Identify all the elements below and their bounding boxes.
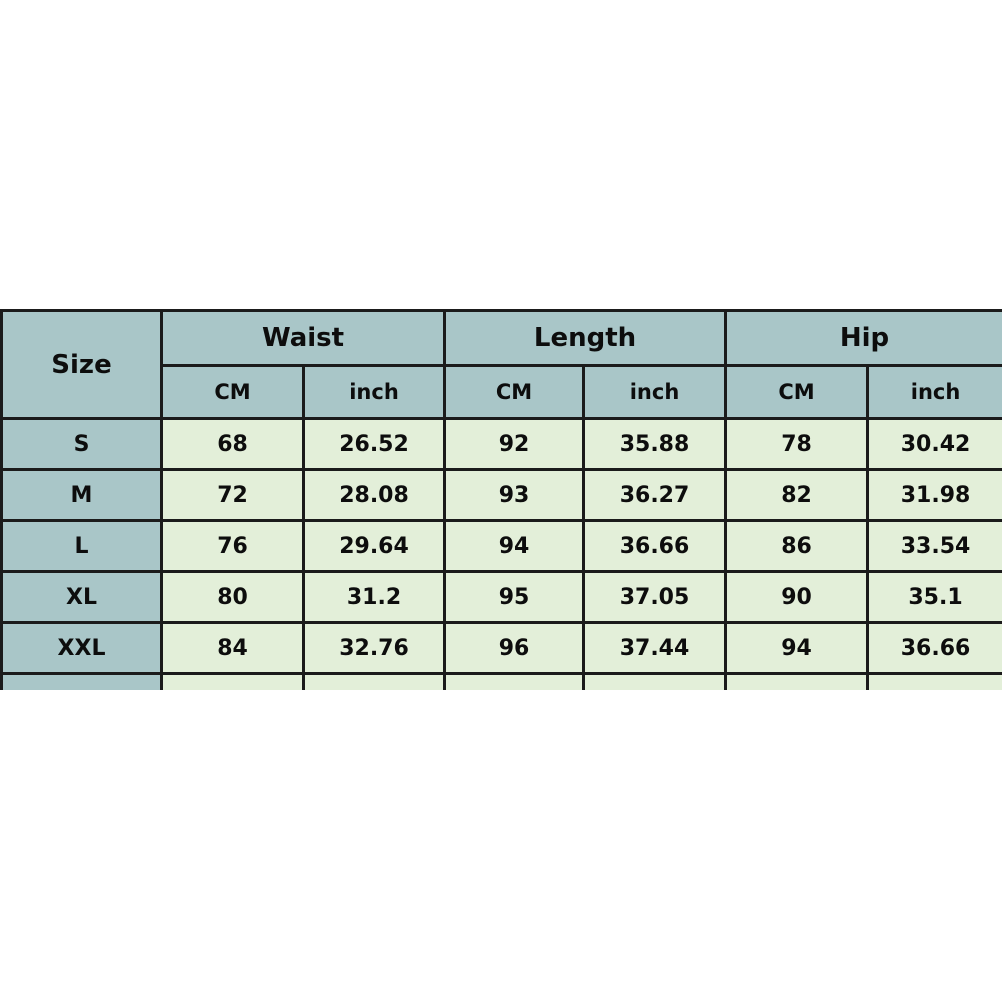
hip-inch-value: 35.1 [868,572,1002,623]
hip-cm-value: 78 [726,419,868,470]
hip-cm-value: 82 [726,470,868,521]
size-label-clipped [2,674,162,691]
length-inch-value: 37.05 [584,572,726,623]
size-label: XXL [2,623,162,674]
size-label: M [2,470,162,521]
waist-inch-value: 29.64 [304,521,445,572]
length-inch-value: 37.44 [584,623,726,674]
waist-inch-value: 26.52 [304,419,445,470]
clipped-cell [304,674,445,691]
size-label: L [2,521,162,572]
hip-group-header: Hip [726,311,1002,366]
hip-inch-header: inch [868,366,1002,419]
waist-cm-value: 76 [162,521,304,572]
hip-cm-value: 90 [726,572,868,623]
length-inch-header: inch [584,366,726,419]
waist-inch-value: 28.08 [304,470,445,521]
length-cm-value: 94 [445,521,584,572]
table-row-partial [2,674,1002,691]
size-column-header: Size [2,311,162,419]
hip-inch-value: 36.66 [868,623,1002,674]
hip-cm-value: 94 [726,623,868,674]
size-chart-container [0,309,1002,690]
waist-inch-value: 31.2 [304,572,445,623]
waist-cm-value: 80 [162,572,304,623]
clipped-cell [162,674,304,691]
table-row-l [2,521,1002,572]
length-cm-value: 93 [445,470,584,521]
hip-cm-value: 86 [726,521,868,572]
waist-cm-value: 72 [162,470,304,521]
hip-inch-value: 31.98 [868,470,1002,521]
waist-cm-header: CM [162,366,304,419]
table-row-m [2,470,1002,521]
size-chart-table [0,309,1002,690]
waist-cm-value: 84 [162,623,304,674]
length-cm-value: 95 [445,572,584,623]
size-label: XL [2,572,162,623]
waist-inch-header: inch [304,366,445,419]
length-group-header: Length [445,311,726,366]
table-row-xl [2,572,1002,623]
length-cm-value: 92 [445,419,584,470]
hip-cm-header: CM [726,366,868,419]
length-cm-value: 96 [445,623,584,674]
waist-cm-value: 68 [162,419,304,470]
clipped-cell [868,674,1002,691]
table-row-s [2,419,1002,470]
waist-group-header: Waist [162,311,445,366]
clipped-cell [584,674,726,691]
clipped-cell [445,674,584,691]
waist-inch-value: 32.76 [304,623,445,674]
clipped-cell [726,674,868,691]
table-row-xxl [2,623,1002,674]
length-inch-value: 36.66 [584,521,726,572]
hip-inch-value: 30.42 [868,419,1002,470]
hip-inch-value: 33.54 [868,521,1002,572]
length-inch-value: 35.88 [584,419,726,470]
length-cm-header: CM [445,366,584,419]
length-inch-value: 36.27 [584,470,726,521]
size-label: S [2,419,162,470]
header-group-row [2,311,1002,366]
